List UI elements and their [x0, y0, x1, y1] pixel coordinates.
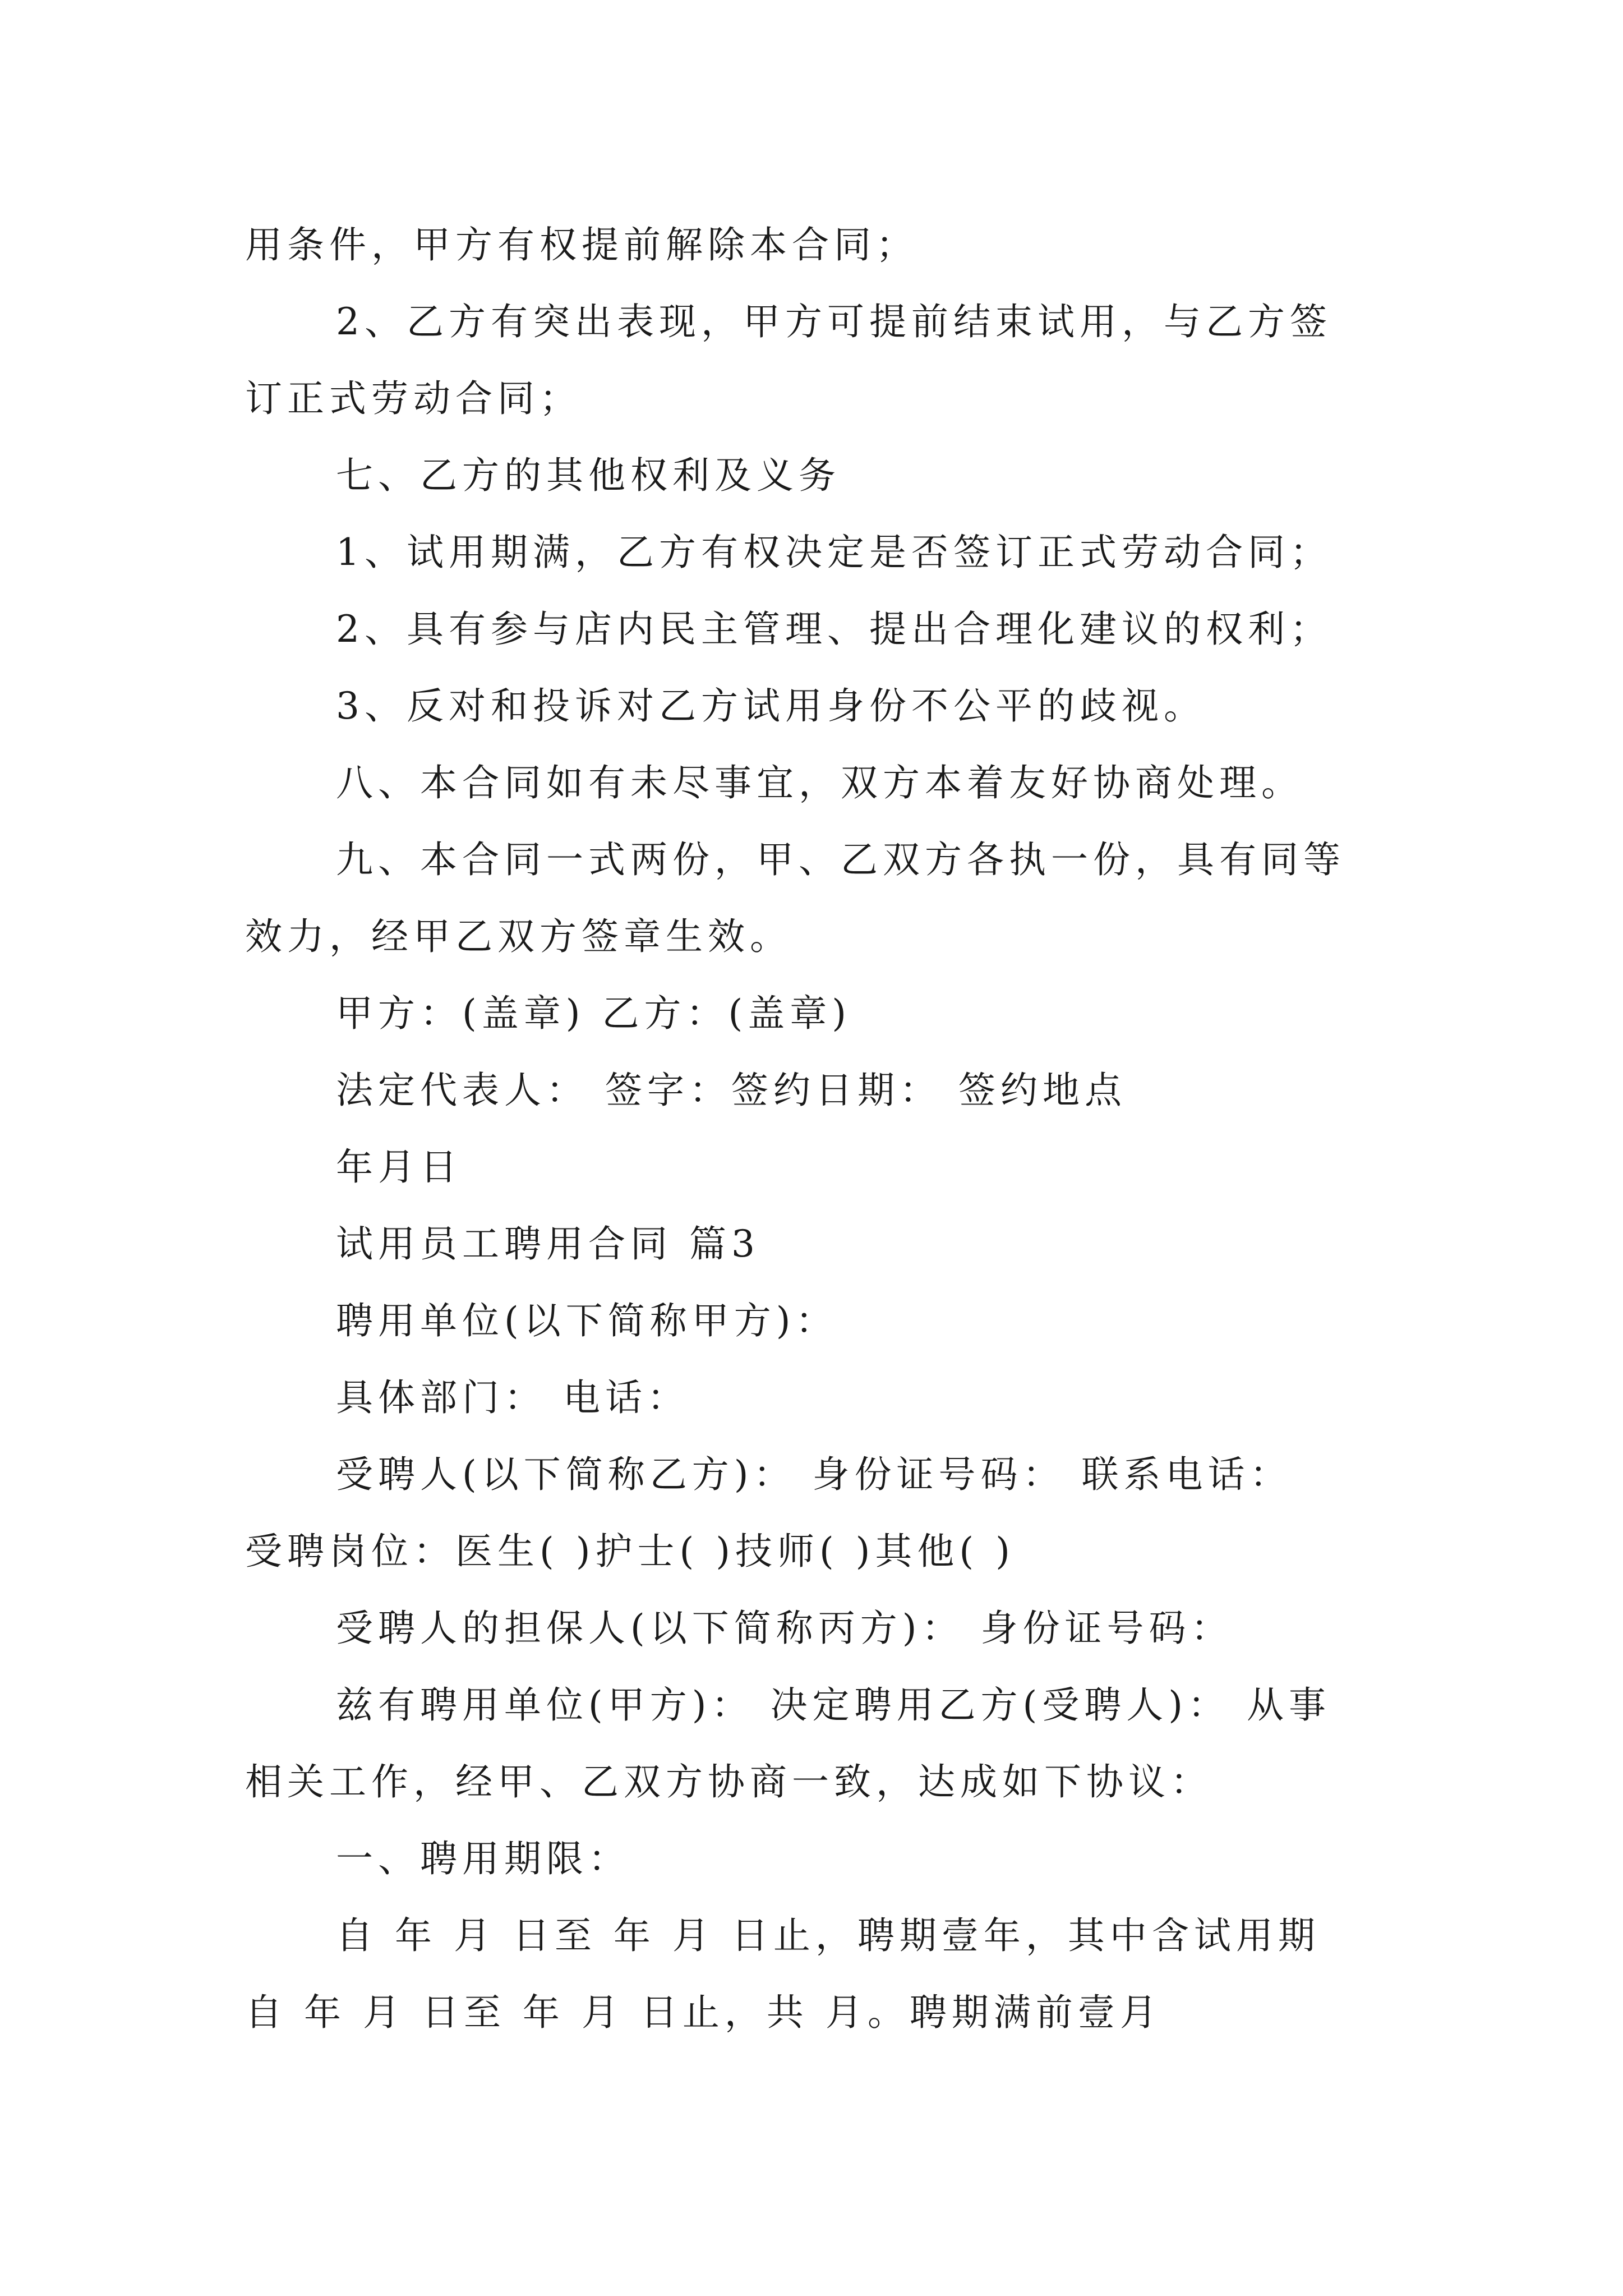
document-line: 甲方：(盖章) 乙方：(盖章): [336, 992, 851, 1035]
document-body: [245, 206, 1378, 2051]
document-line: 效力，经甲乙双方签章生效。: [245, 915, 792, 958]
document-line: 自 年 月 日至 年 月 日止，共 月。聘期满前壹月: [245, 1991, 1162, 2034]
document-line: 试用员工聘用合同 篇3: [336, 1222, 760, 1266]
document-line: 具体部门： 电话：: [336, 1376, 689, 1419]
document-line: 相关工作，经甲、乙双方协商一致，达成如下协议：: [245, 1760, 1212, 1803]
document-line: 自 年 月 日至 年 月 日止，聘期壹年，其中含试用期: [336, 1914, 1320, 1957]
document-line: 用条件，甲方有权提前解除本合同；: [245, 223, 918, 266]
document-line: 八、本合同如有未尽事宜，双方本着友好协商处理。: [336, 761, 1303, 804]
document-line: 七、乙方的其他权利及义务: [336, 454, 841, 497]
document-line: 订正式劳动合同；: [245, 377, 582, 420]
document-line: 2、乙方有突出表现，甲方可提前结束试用，与乙方签: [336, 300, 1332, 343]
document-line: 兹有聘用单位(甲方)： 决定聘用乙方(受聘人)： 从事: [336, 1683, 1331, 1727]
document-line: 一、聘用期限：: [336, 1837, 630, 1880]
document-line: 3、反对和投诉对乙方试用身份不公平的歧视。: [336, 684, 1206, 728]
document-line: 受聘人(以下简称乙方)： 身份证号码： 联系电话：: [336, 1453, 1292, 1496]
document-line: 1、试用期满，乙方有权决定是否签订正式劳动合同；: [336, 531, 1332, 574]
document-line: 法定代表人： 签字：签约日期： 签约地点: [336, 1069, 1127, 1112]
document-line: 九、本合同一式两份，甲、乙双方各执一份，具有同等: [336, 838, 1345, 881]
document-line: 2、具有参与店内民主管理、提出合理化建议的权利；: [336, 608, 1332, 651]
document-line: 年月日: [336, 1145, 462, 1189]
document-line: 受聘岗位：医生( )护士( )技师( )其他( ): [245, 1530, 1015, 1573]
document-line: 受聘人的担保人(以下简称丙方)： 身份证号码：: [336, 1607, 1233, 1650]
document-line: 聘用单位(以下简称甲方)：: [336, 1299, 838, 1342]
